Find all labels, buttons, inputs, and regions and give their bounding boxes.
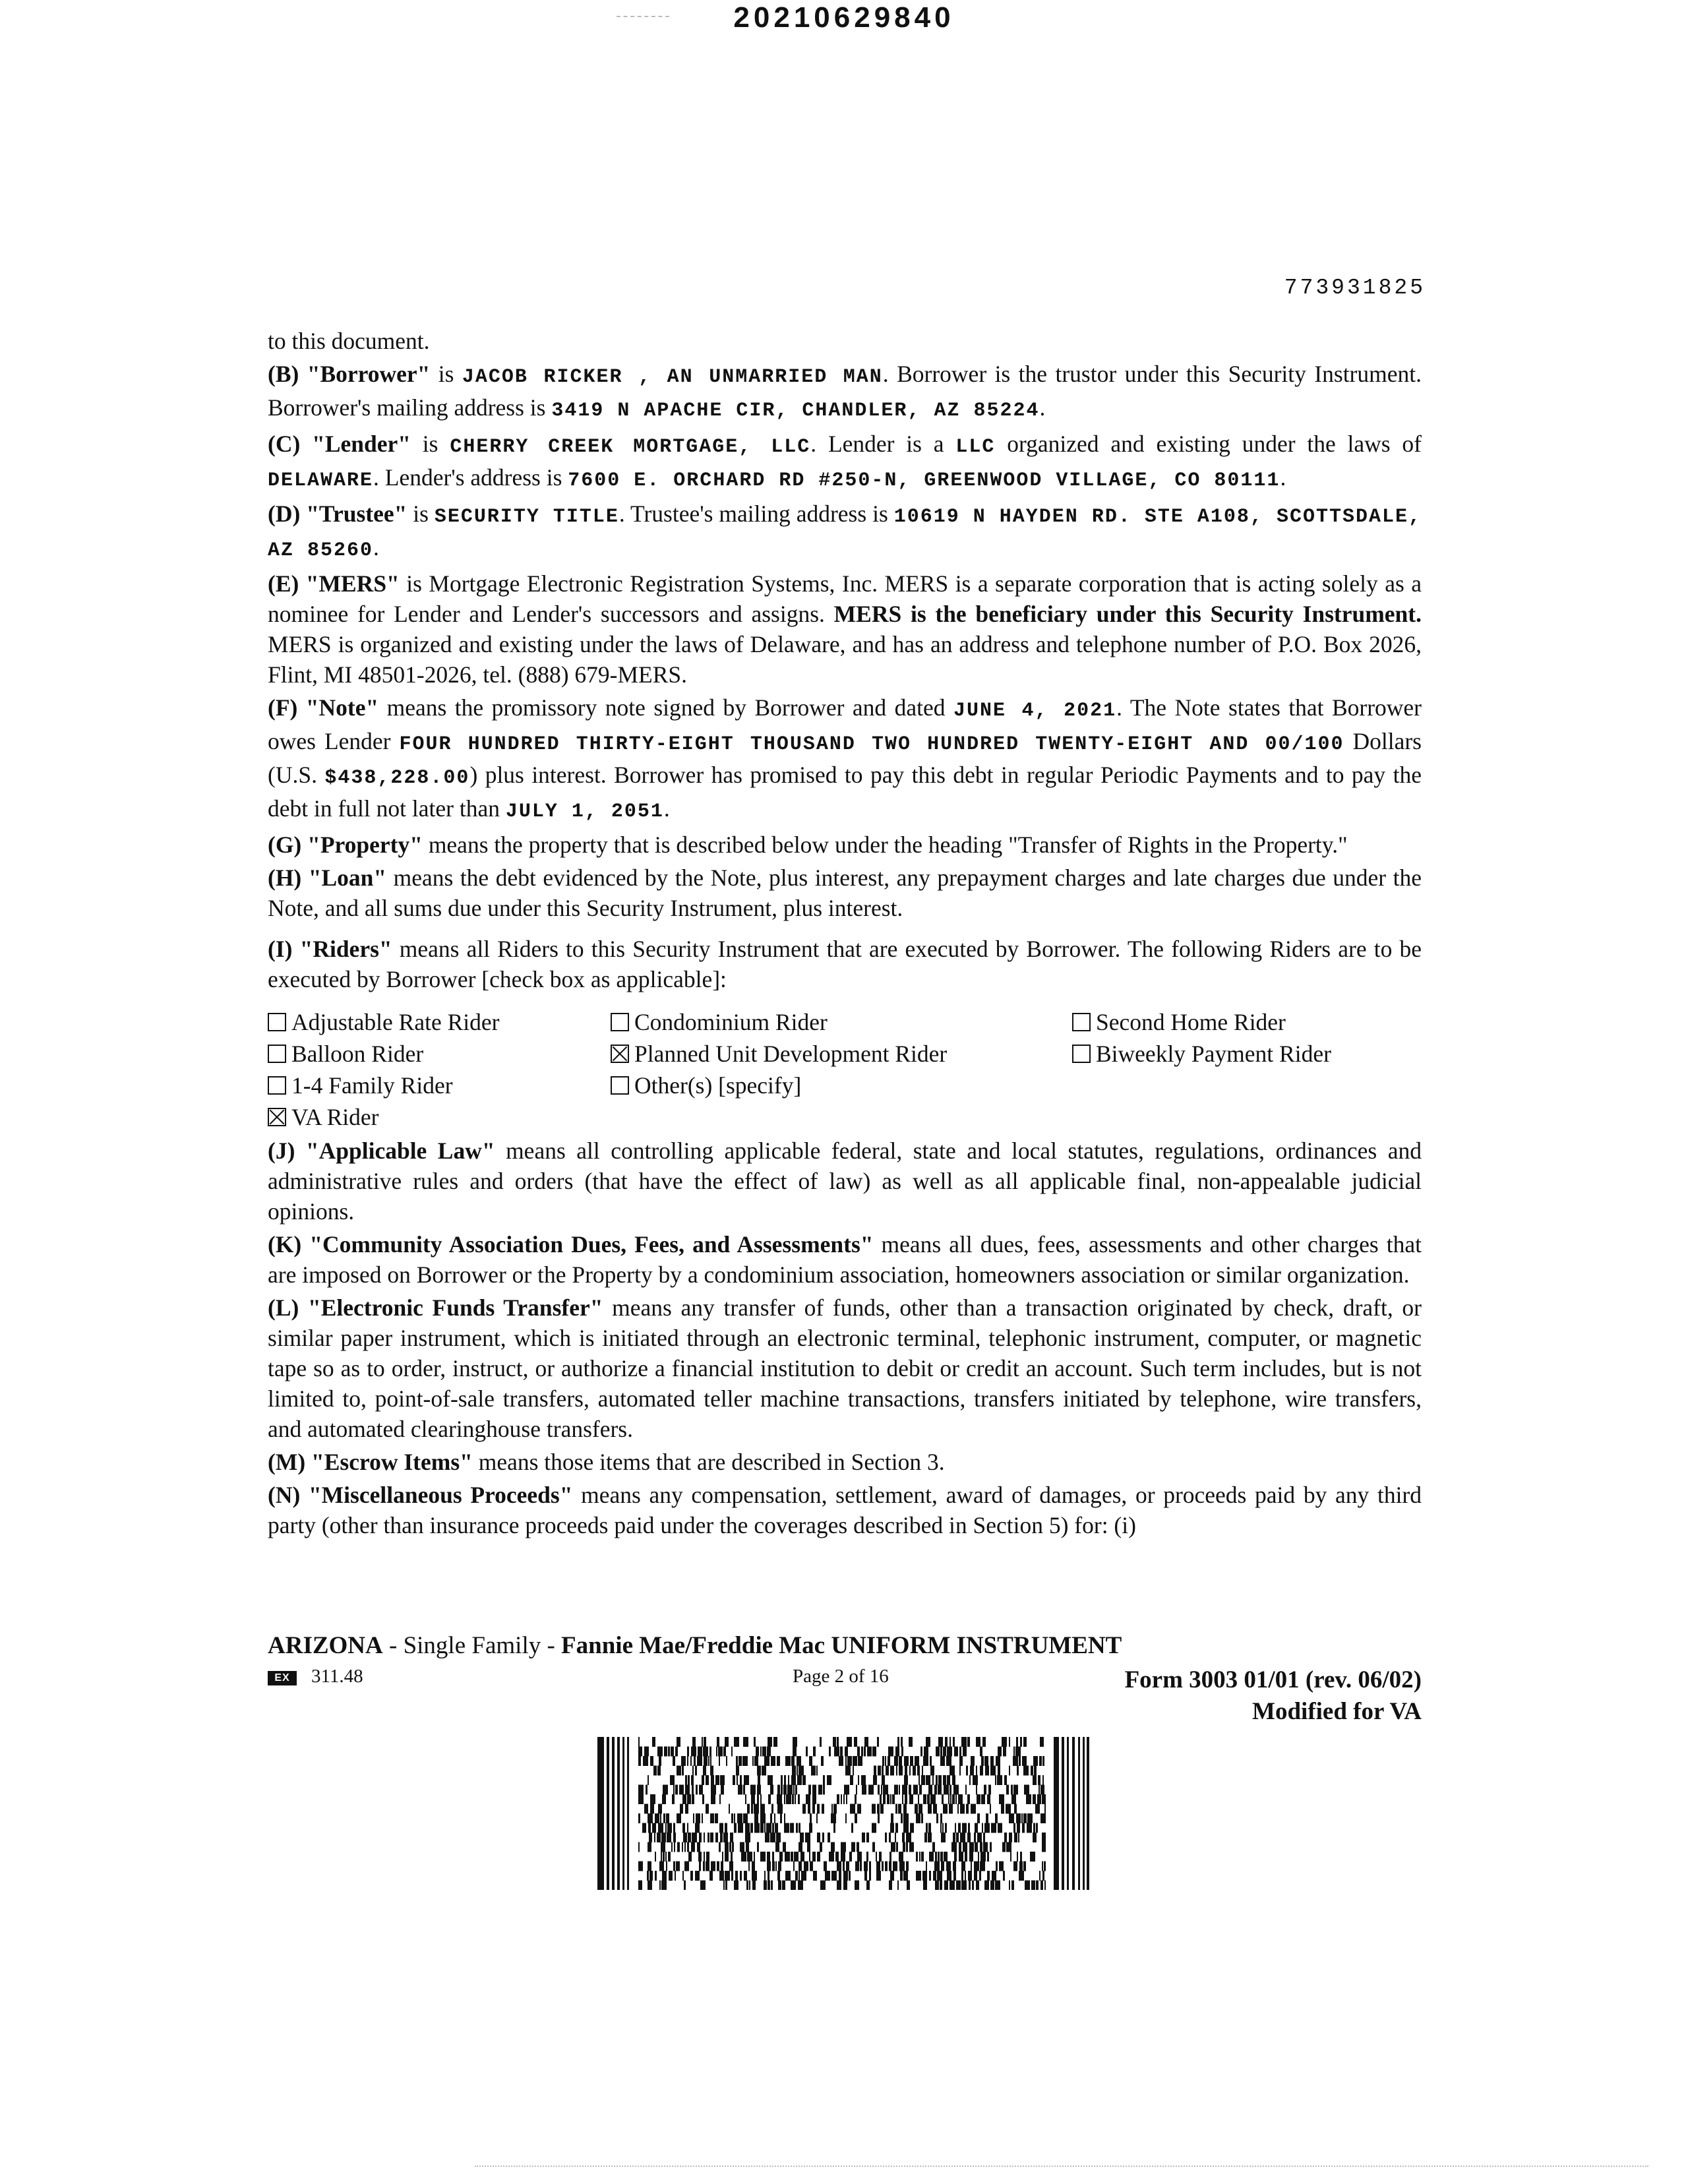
section-f-text: . xyxy=(663,795,670,822)
rider-label: Other(s) [specify] xyxy=(634,1072,802,1099)
rider-label: Planned Unit Development Rider xyxy=(634,1041,948,1067)
checkbox-checked-icon[interactable] xyxy=(268,1108,286,1126)
borrower-name: JACOB RICKER , AN UNMARRIED MAN xyxy=(462,366,883,388)
section-h-heading: (H) "Loan" xyxy=(268,864,387,891)
section-g-property xyxy=(268,830,1422,860)
rider-planned-unit-development[interactable] xyxy=(611,1038,1072,1070)
lender-state: DELAWARE xyxy=(268,470,374,492)
section-k-community-dues xyxy=(268,1229,1422,1290)
section-d-text: is xyxy=(407,501,435,527)
section-f-text: Dollars (U.S. xyxy=(268,728,1422,788)
rider-label: Condominium Rider xyxy=(634,1009,828,1035)
section-d-heading: (D) "Trustee" xyxy=(268,501,407,527)
section-d-text: . xyxy=(373,534,379,561)
section-m-heading: (M) "Escrow Items" xyxy=(268,1449,473,1475)
modified-for-va: Modified for VA xyxy=(1252,1698,1422,1725)
footer-row xyxy=(268,1666,1422,1697)
section-m-escrow-items xyxy=(268,1447,1422,1477)
rider-label: Adjustable Rate Rider xyxy=(291,1009,500,1035)
section-l-electronic-funds xyxy=(268,1292,1422,1444)
riders-checklist xyxy=(268,1006,1422,1133)
mers-beneficiary-statement: MERS is the beneficiary under this Security Instrument. xyxy=(833,601,1422,627)
section-f-heading: (F) "Note" xyxy=(268,694,379,721)
rider-balloon[interactable] xyxy=(268,1038,611,1070)
loan-number: 773931825 xyxy=(1284,276,1426,300)
section-j-heading: (J) "Applicable Law" xyxy=(268,1138,495,1164)
pdf417-barcode-icon xyxy=(597,1737,1089,1890)
lender-entity-type: LLC xyxy=(955,436,996,458)
rider-va[interactable] xyxy=(268,1101,611,1133)
section-l-heading: (L) "Electronic Funds Transfer" xyxy=(268,1294,603,1321)
page-number: Page 2 of 16 xyxy=(793,1666,889,1687)
document-body xyxy=(268,326,1422,1543)
checkbox-icon[interactable] xyxy=(611,1013,629,1031)
loan-amount: $438,228.00 xyxy=(324,767,470,789)
checkbox-icon[interactable] xyxy=(268,1013,286,1031)
footer-separator: - Single Family - xyxy=(382,1632,562,1659)
trustee-address: 10619 N HAYDEN RD. STE A108, SCOTTSDALE, AZ 85260 xyxy=(268,506,1422,562)
section-h-text: means the debt evidenced by the Note, plus interest, any prepayment charges and late charges due under the Note, and all sums due under this Security Instrument, plus interest. xyxy=(268,864,1422,921)
footer-instrument: Fannie Mae/Freddie Mac UNIFORM INSTRUMENT xyxy=(561,1632,1122,1659)
section-j-applicable-law xyxy=(268,1136,1422,1227)
rider-label: Second Home Rider xyxy=(1096,1009,1286,1035)
section-n-heading: (N) "Miscellaneous Proceeds" xyxy=(268,1482,573,1508)
section-c-heading: (C) "Lender" xyxy=(268,431,411,457)
section-h-loan xyxy=(268,863,1422,923)
lender-name: CHERRY CREEK MORTGAGE, LLC xyxy=(450,436,811,458)
borrower-address: 3419 N APACHE CIR, CHANDLER, AZ 85224 xyxy=(551,400,1040,422)
section-c-text: . xyxy=(1280,464,1286,491)
rider-others[interactable] xyxy=(611,1070,1072,1101)
section-n-text: means any compensation, settlement, award of damages, or proceeds paid by any third party (other than insurance proceeds paid under the coverages described in Section 5) for: (i) xyxy=(268,1482,1422,1538)
section-n-misc-proceeds xyxy=(268,1480,1422,1540)
rider-adjustable-rate[interactable] xyxy=(268,1006,611,1038)
section-c-text: . Lender's address is xyxy=(373,464,568,491)
rider-biweekly-payment[interactable] xyxy=(1072,1038,1422,1070)
scan-artifact-top xyxy=(617,16,669,17)
section-c-text: organized and existing under the laws of xyxy=(995,431,1422,457)
section-m-text: means those items that are described in Section 3. xyxy=(472,1449,945,1475)
section-e-text: is Mortgage Electronic Registration Systems, Inc. MERS is a separate corporation that is acting solely as a nominee for Lender and Lender's successors and assigns. xyxy=(268,570,1422,627)
rider-label: 1-4 Family Rider xyxy=(291,1072,453,1099)
section-b-text: . Borrower is the trustor under this Security Instrument. Borrower's mailing address is xyxy=(268,361,1422,421)
checkbox-icon[interactable] xyxy=(268,1045,286,1063)
footer-state: ARIZONA xyxy=(268,1632,383,1659)
loan-amount-words: FOUR HUNDRED THIRTY-EIGHT THOUSAND TWO HUNDRED TWENTY-EIGHT AND 00/100 xyxy=(399,733,1344,756)
section-e-heading: (E) "MERS" xyxy=(268,570,400,597)
section-f-note xyxy=(268,692,1422,827)
rider-1-4-family[interactable] xyxy=(268,1070,611,1101)
maturity-date: JULY 1, 2051 xyxy=(505,801,664,823)
scan-artifact-bottom xyxy=(475,2166,1648,2167)
section-e-mers xyxy=(268,568,1422,690)
section-c-lender xyxy=(268,429,1422,496)
recording-number: 20210629840 xyxy=(733,1,955,34)
section-i-riders xyxy=(268,934,1422,994)
form-number: Form 3003 01/01 (rev. 06/02) xyxy=(1124,1666,1422,1693)
section-e-text: MERS is organized and existing under the laws of Delaware, and has an address and telephone number of P.O. Box 2026, Flint, MI 48501-2026, tel. (888) 679-MERS. xyxy=(268,631,1422,688)
section-l-text: means any transfer of funds, other than a transaction originated by check, draft, or similar paper instrument, which is initiated through an electronic terminal, telephonic instrument, computer, or magnetic tape so as to order, instruct, or authorize a financial institution to debit or credit an account. Such term includes, but is not limited to, point-of-sale transfers, automated teller machine transactions, transfers initiated by telephone, wire transfers, and automated clearinghouse transfers. xyxy=(268,1294,1422,1442)
rider-label: Balloon Rider xyxy=(291,1041,424,1067)
section-f-text: . The Note states that Borrower owes Lender xyxy=(268,694,1422,754)
checkbox-icon[interactable] xyxy=(1072,1045,1091,1063)
checkbox-icon[interactable] xyxy=(611,1076,629,1095)
section-i-heading: (I) "Riders" xyxy=(268,936,392,962)
section-g-text: means the property that is described below under the heading "Transfer of Rights in the Property." xyxy=(422,832,1348,858)
section-k-text: means all dues, fees, assessments and other charges that are imposed on Borrower or the Property by a condominium association, homeowners association or similar organization. xyxy=(268,1231,1422,1288)
checkbox-checked-icon[interactable] xyxy=(611,1045,629,1063)
section-f-text: means the promissory note signed by Borrower and dated xyxy=(378,694,953,721)
section-c-text: is xyxy=(410,431,450,457)
section-j-text: means all controlling applicable federal, state and local statutes, regulations, ordinances and administrative rules and orders (that have the effect of law) as well as all applicable final, non-appealable judicial opinions. xyxy=(268,1138,1422,1225)
checkbox-icon[interactable] xyxy=(268,1076,286,1095)
section-i-text: means all Riders to this Security Instrument that are executed by Borrower. The following Riders are to be executed by Borrower [check box as applicable]: xyxy=(268,936,1422,992)
footer-form-title xyxy=(268,1631,1122,1660)
form-code: 311.48 xyxy=(311,1666,363,1687)
trustee-name: SECURITY TITLE xyxy=(434,506,619,528)
rider-second-home[interactable] xyxy=(1072,1006,1422,1038)
section-k-heading: (K) "Community Association Dues, Fees, and Assessments" xyxy=(268,1231,874,1258)
lender-address: 7600 E. ORCHARD RD #250-N, GREENWOOD VILLAGE, CO 80111 xyxy=(568,470,1281,492)
section-g-heading: (G) "Property" xyxy=(268,832,423,858)
section-b-text: is xyxy=(430,361,462,387)
section-f-text: ) plus interest. Borrower has promised to pay this debt in regular Periodic Payments and to pay the debt in full not later than xyxy=(268,762,1422,822)
rider-label: Biweekly Payment Rider xyxy=(1096,1041,1331,1067)
section-b-borrower xyxy=(268,359,1422,426)
rider-label: VA Rider xyxy=(291,1104,379,1130)
section-b-heading: (B) "Borrower" xyxy=(268,361,431,387)
rider-condominium[interactable] xyxy=(611,1006,1072,1038)
section-c-text: . Lender is a xyxy=(810,431,956,457)
section-d-text: . Trustee's mailing address is xyxy=(618,501,894,527)
note-date: JUNE 4, 2021 xyxy=(953,700,1117,722)
intro-line: to this document. xyxy=(268,328,430,354)
section-d-trustee xyxy=(268,499,1422,566)
section-b-text: . xyxy=(1039,394,1046,421)
checkbox-icon[interactable] xyxy=(1072,1013,1091,1031)
rider-empty-cell xyxy=(1072,1070,1422,1101)
ellie-mae-logo-icon: EX xyxy=(268,1671,297,1685)
